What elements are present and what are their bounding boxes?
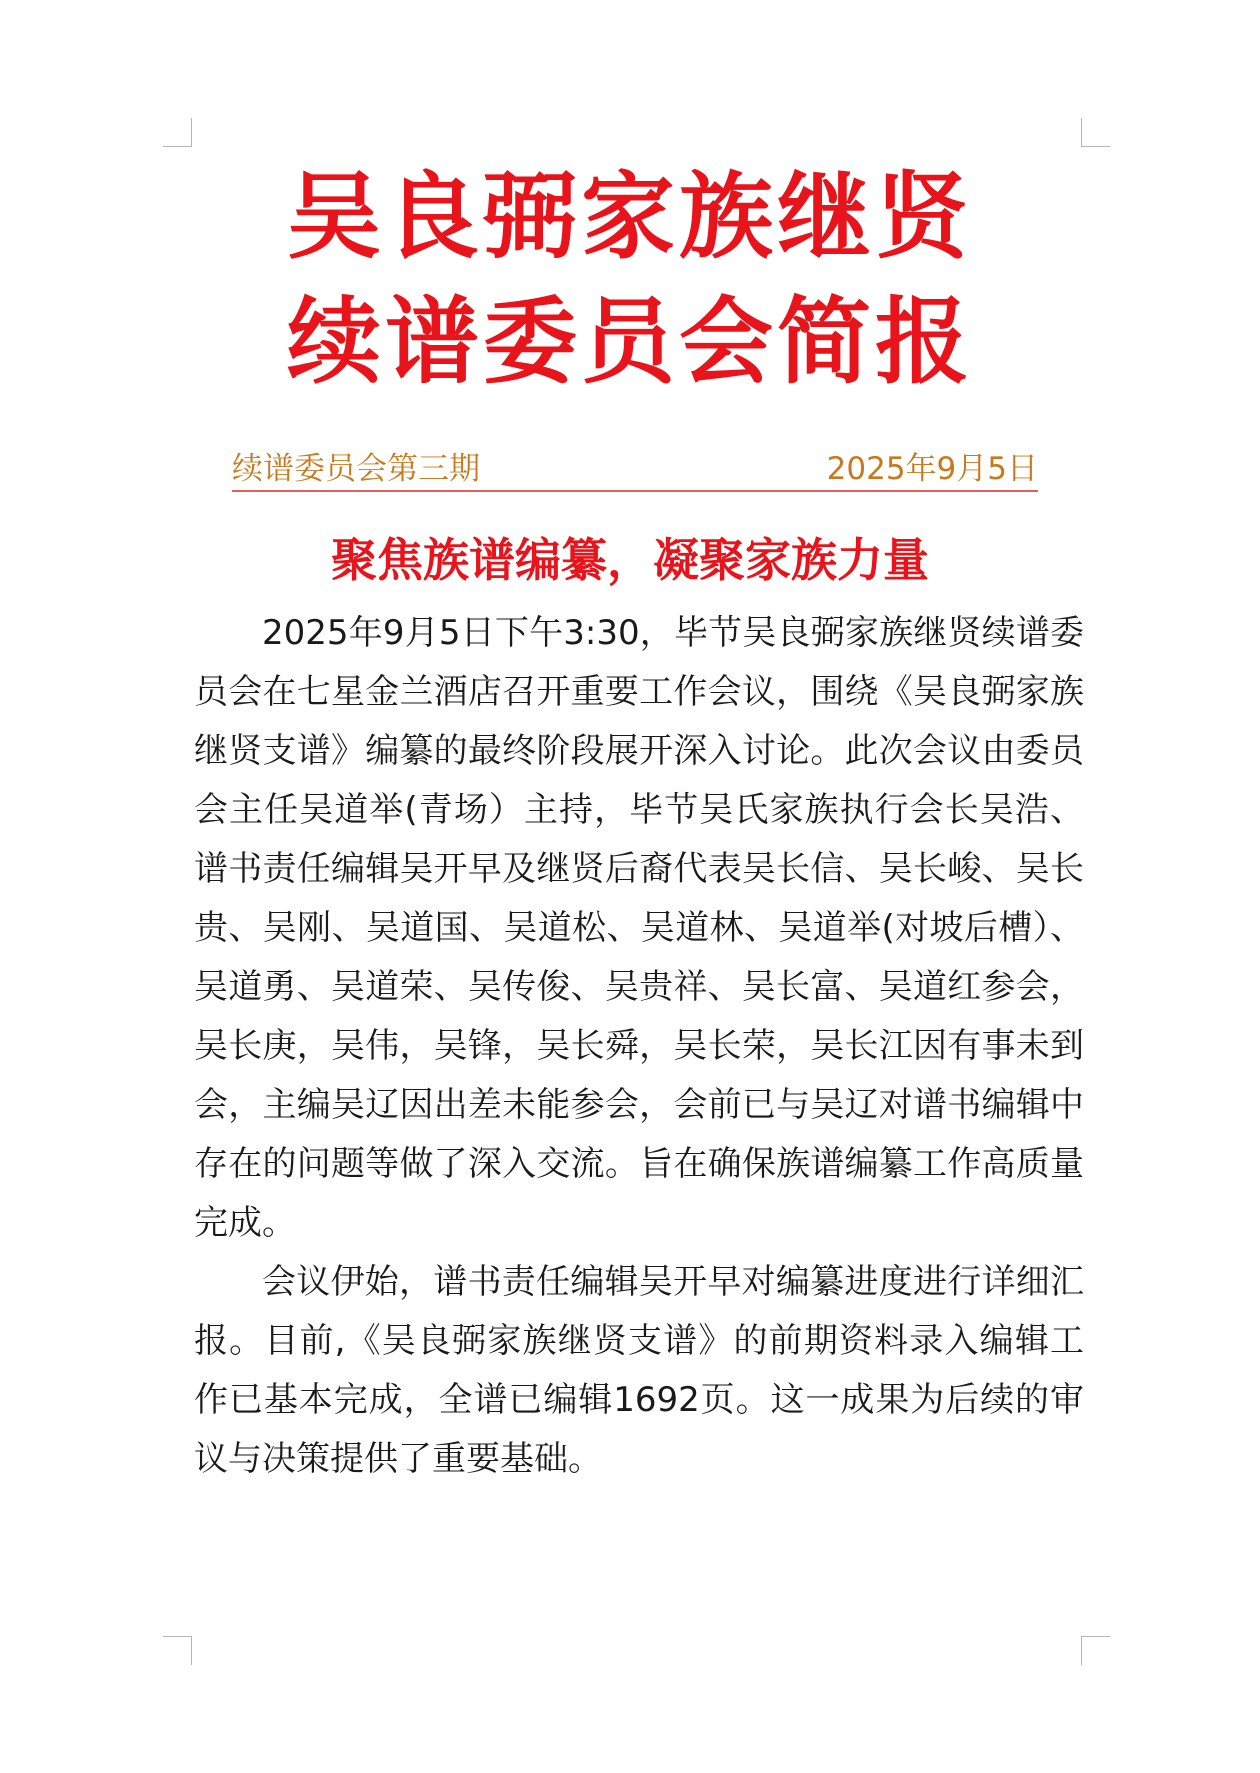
article-headline: 聚焦族谱编纂，凝聚家族力量	[331, 533, 929, 587]
issue-label: 续谱委员会第三期	[232, 451, 480, 487]
crop-mark-top-right	[1081, 118, 1110, 147]
body-paragraph-2: 会议伊始，谱书责任编辑吴开早对编纂进度进行详细汇报。目前,《吴良弼家族继贤支谱》的前期资料录入编辑工作已基本完成，全谱已编辑1692页。这一成果为后续的审议与决策提供了重要基础。	[194, 1262, 1084, 1479]
main-title-line-2: 续谱委员会简报	[286, 288, 973, 397]
crop-mark-bottom-left	[163, 1636, 192, 1665]
crop-mark-top-left	[163, 118, 192, 147]
crop-mark-bottom-right	[1081, 1636, 1110, 1665]
issue-bar	[232, 448, 1038, 492]
issue-date: 2025年9月5日	[826, 451, 1038, 487]
body-paragraph-1: 2025年9月5日下午3:30，毕节吴良弼家族继贤续谱委员会在七星金兰酒店召开重要工作会议，围绕《吴良弼家族继贤支谱》编纂的最终阶段展开深入讨论。此次会议由委员会主任吴道举(青场）主持，毕节吴氏家族执行会长吴浩、谱书责任编辑吴开早及继贤后裔代表吴长信、吴长峻、吴长贵、吴刚、吴道国、吴道松、吴道林、吴道举(对坡后槽）、吴道勇、吴道荣、吴传俊、吴贵祥、吴长富、吴道红参会，吴长庚，吴伟，吴锋，吴长舜，吴长荣，吴长江因有事未到会，主编吴辽因出差未能参会，会前已与吴辽对谱书编辑中存在的问题等做了深入交流。旨在确保族谱编纂工作高质量完成。	[194, 613, 1084, 1243]
article-body	[194, 604, 1084, 1489]
main-title-line-1: 吴良弼家族继贤	[286, 163, 973, 272]
